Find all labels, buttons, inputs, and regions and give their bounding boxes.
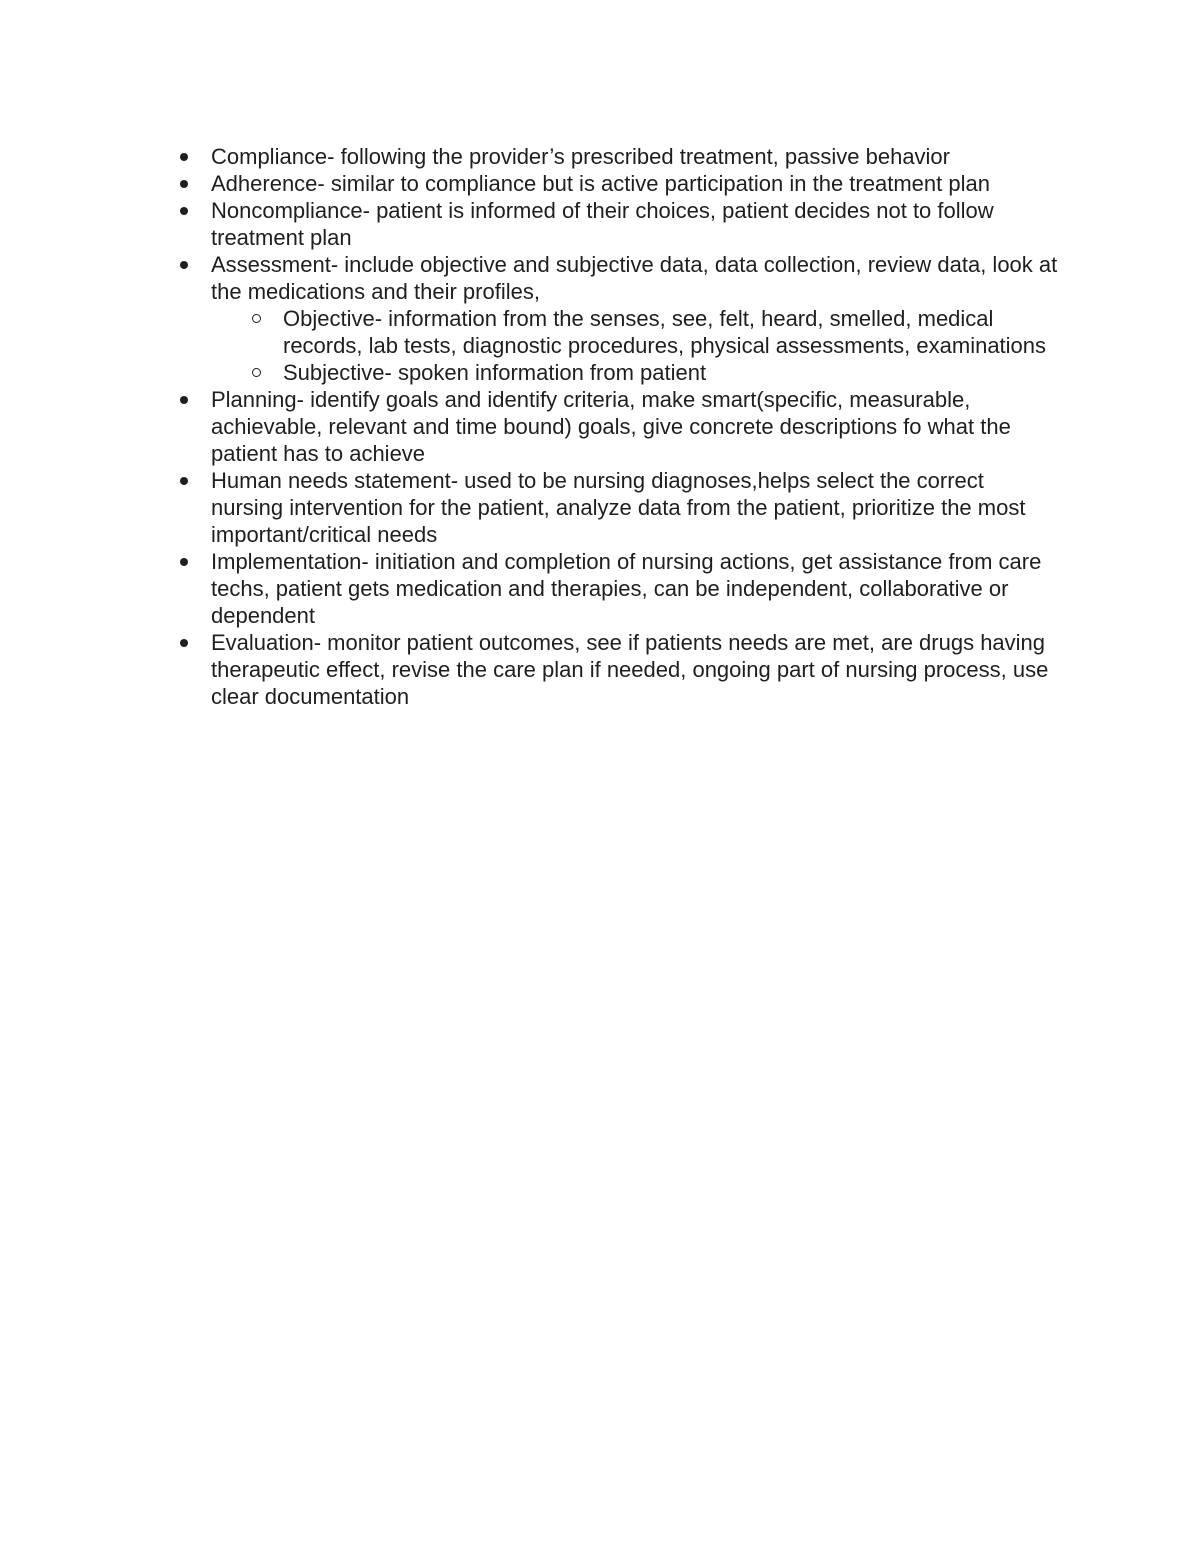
- hollow-bullet-icon: [252, 368, 261, 377]
- sub-list-item-text: Objective- information from the senses, see, felt, heard, smelled, medical records, lab tests, diagnostic procedures, physical assessments, examinations: [283, 306, 1047, 358]
- sub-list-item-objective: [283, 305, 1061, 359]
- bullet-icon: [180, 153, 188, 161]
- bullet-icon: [180, 639, 188, 647]
- bullet-icon: [180, 180, 188, 188]
- list-item-evaluation: [211, 629, 1061, 710]
- list-item-text: Compliance- following the provider’s prescribed treatment, passive behavior: [211, 144, 950, 169]
- sub-list-item-text: Subjective- spoken information from patient: [283, 360, 707, 385]
- list-item-assessment: [211, 251, 1061, 305]
- bullet-icon: [180, 477, 188, 485]
- bullet-icon: [180, 558, 188, 566]
- hollow-bullet-icon: [252, 314, 261, 323]
- bullet-icon: [180, 261, 188, 269]
- bullet-icon: [180, 207, 188, 215]
- list-item-human-needs-statement: [211, 467, 1061, 548]
- bullet-list: [211, 143, 1061, 710]
- list-item-implementation: [211, 548, 1061, 629]
- list-item-noncompliance: [211, 197, 1061, 251]
- list-item-planning: [211, 386, 1061, 467]
- list-item-text: Human needs statement- used to be nursing diagnoses,helps select the correct nursing intervention for the patient, analyze data from the patient, prioritize the most important/critical needs: [211, 468, 1026, 547]
- list-item-text: Planning- identify goals and identify criteria, make smart(specific, measurable, achievable, relevant and time bound) goals, give concrete descriptions fo what the patient has to achieve: [211, 387, 1011, 466]
- list-item-text: Evaluation- monitor patient outcomes, see if patients needs are met, are drugs having therapeutic effect, revise the care plan if needed, ongoing part of nursing process, use clear documentation: [211, 630, 1049, 709]
- list-item-text: Noncompliance- patient is informed of their choices, patient decides not to follow treatment plan: [211, 198, 994, 250]
- list-item-text: Implementation- initiation and completion of nursing actions, get assistance from care techs, patient gets medication and therapies, can be independent, collaborative or dependent: [211, 549, 1042, 628]
- list-item-adherence: [211, 170, 1061, 197]
- list-item-text: Adherence- similar to compliance but is active participation in the treatment plan: [211, 171, 990, 196]
- list-item-compliance: [211, 143, 1061, 170]
- sub-list-item-subjective: [283, 359, 1061, 386]
- bullet-icon: [180, 396, 188, 404]
- list-item-text: Assessment- include objective and subjective data, data collection, review data, look at the medications and their profiles,: [211, 252, 1058, 304]
